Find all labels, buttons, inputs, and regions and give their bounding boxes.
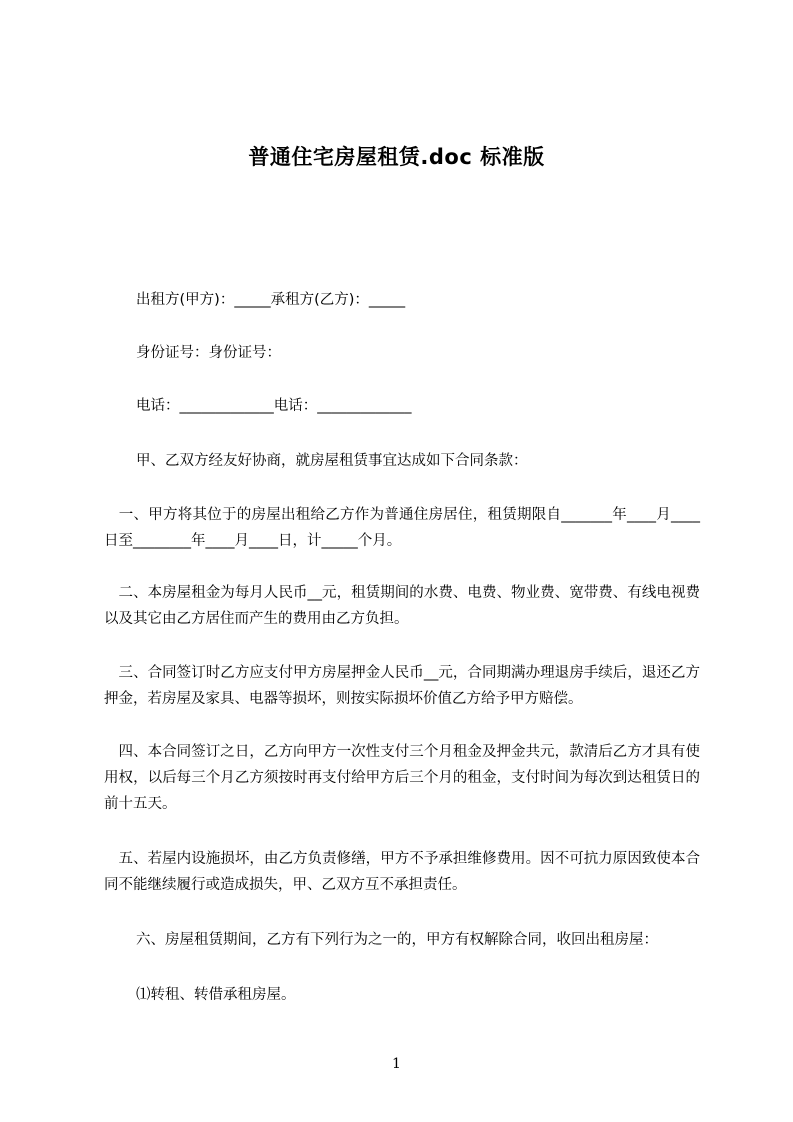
intro-paragraph: 甲、乙双方经友好协商，就房屋租赁事宜达成如下合同条款： bbox=[136, 453, 528, 469]
clause-6-paragraph: 六、房屋租赁期间，乙方有下列行为之一的，甲方有权解除合同，收回出租房屋： bbox=[136, 932, 658, 948]
clause-1-paragraph: 一、甲方将其位于的房屋出租给乙方作为普通住房居住，租赁期限自_______年____月____日至________年____月____日，计_____个月。 bbox=[104, 507, 700, 549]
clause-4-paragraph: 四、本合同签订之日，乙方向甲方一次性支付三个月租金及押金共元，款清后乙方才具有使用权，以后每三个月乙方须按时再支付给甲方后三个月的租金，支付时间为每次到达租赁日的前十五天。 bbox=[104, 744, 700, 812]
clause-2-paragraph: 二、本房屋租金为每月人民币__元，租赁期间的水费、电费、物业费、宽带费、有线电视费以及其它由乙方居住而产生的费用由乙方负担。 bbox=[104, 585, 700, 627]
clause-3-paragraph: 三、合同签订时乙方应支付甲方房屋押金人民币__元，合同期满办理退房手续后，退还乙方押金，若房屋及家具、电器等损坏，则按实际损坏价值乙方给予甲方赔偿。 bbox=[104, 665, 700, 707]
document-title: 普通住宅房屋租赁.doc 标准版 bbox=[248, 145, 545, 169]
phone-line: 电话：_____________电话：_____________ bbox=[136, 398, 412, 414]
clause-5-paragraph: 五、若屋内设施损坏，由乙方负责修缮，甲方不予承担维修费用。因不可抗力原因致使本合同不能继续履行或造成损失，甲、乙双方互不承担责任。 bbox=[104, 851, 700, 893]
id-number-line: 身份证号：身份证号： bbox=[136, 345, 281, 361]
parties-line: 出租方(甲方)：_____承租方(乙方)：_____ bbox=[136, 292, 406, 308]
clause-6-item-1: ⑴转租、转借承租房屋。 bbox=[136, 987, 296, 1003]
page-number: 1 bbox=[392, 1056, 401, 1072]
